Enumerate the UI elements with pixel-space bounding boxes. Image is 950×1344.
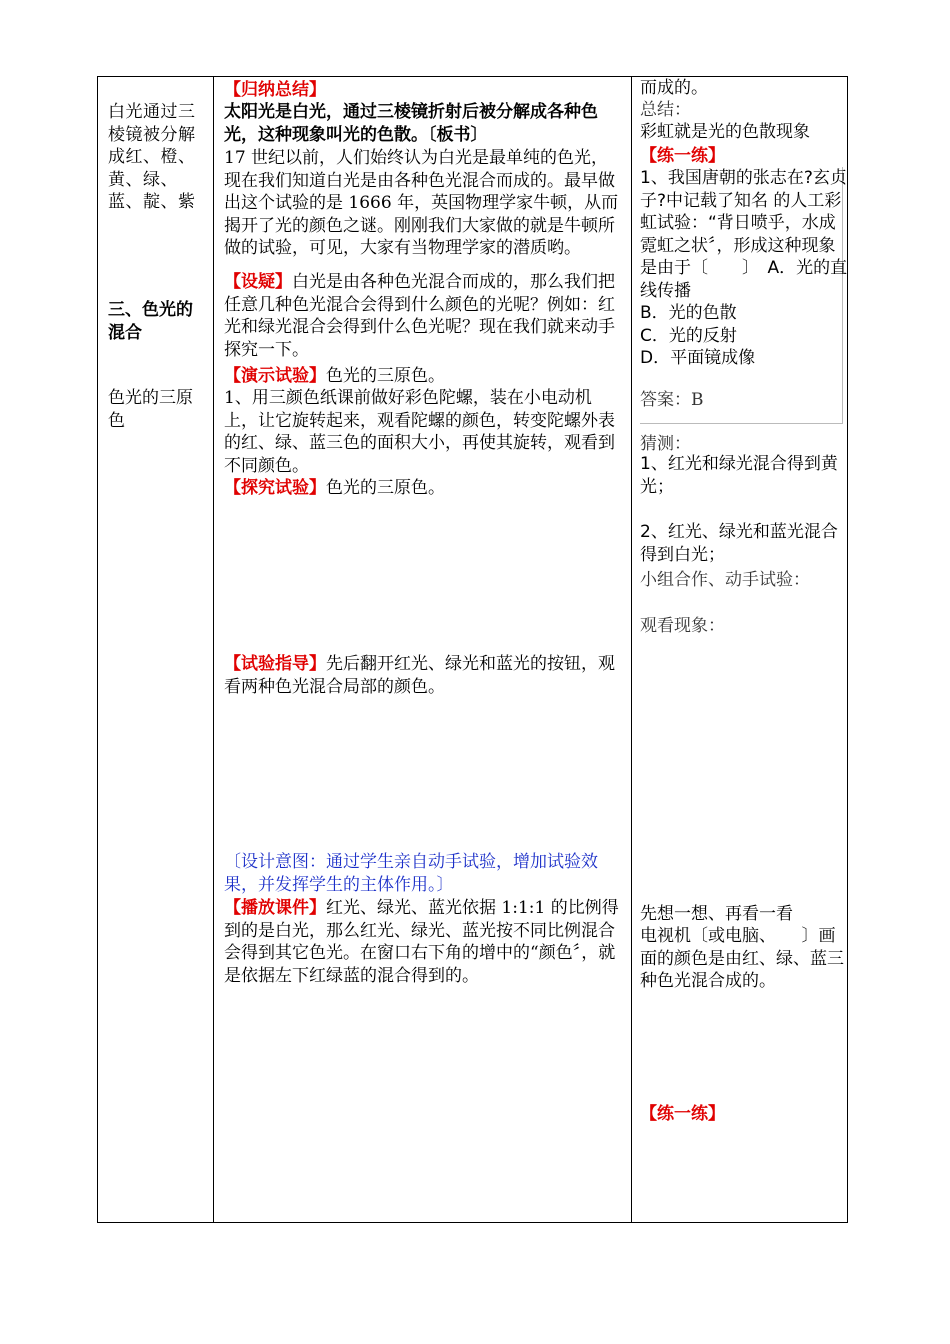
dispersion-note: 白光通过三棱镜被分解成红、橙、黄、绿、蓝、靛、紫 (108, 102, 196, 212)
teacher-activity-column (214, 77, 632, 1223)
student-activity-column (632, 77, 848, 1223)
guide-paragraph (224, 653, 624, 698)
quiz-answer: 答案：B (640, 390, 704, 410)
demo-paragraph (224, 365, 624, 388)
topic-column (98, 77, 214, 1223)
group-work: 小组合作、动手试验： (640, 570, 810, 590)
continued-text: 而成的。 (640, 78, 708, 98)
play-paragraph (224, 897, 628, 987)
summary-tag: 【归纳总结】 (224, 80, 326, 100)
practice-tag: 【练一练】 (640, 146, 725, 166)
think-label: 先想一想、再看一看 (640, 904, 793, 924)
guess-label: 猜测： (640, 434, 691, 454)
tv-text: 电视机〔或电脑、 〕画面的颜色是由红、绿、蓝三种色光混合成的。 (640, 926, 844, 991)
lesson-plan-table (97, 76, 848, 1223)
demo-title: 色光的三原色。 (326, 366, 445, 386)
play-tag: 【播放课件】 (224, 898, 326, 918)
rainbow-summary: 彩虹就是光的色散现象 (640, 122, 810, 142)
quiz-box (640, 167, 848, 424)
summary-text: 太阳光是白光，通过三棱镜折射后被分解成各种色光，这种现象叫光的色散。〔板书〕 (224, 102, 598, 145)
question-paragraph (224, 271, 624, 361)
primary-colors-note: 色光的三原色 (108, 388, 193, 431)
guess-one: 1、红光和绿光混合得到黄光； (640, 454, 838, 497)
design-intent: 〔设计意图：通过学生亲自动手试验，增加试验效果，并发挥学生的主体作用。〕 (224, 852, 598, 895)
table-row (98, 77, 848, 1223)
explore-tag: 【探究试验】 (224, 478, 326, 498)
history-text: 17 世纪以前，人们始终认为白光是最单纯的色光，现在我们知道白光是由各种色光混合而成的。最早做出这个试验的是 1666 年，英国物理学家牛顿，从而揭开了光的颜色之谜。刚刚我们大家做的就是牛顿所做的试验，可见，大家有当物理学家的潜质哟。 (224, 148, 619, 258)
quiz-text: 1、我国唐朝的张志在?玄贞子?中记载了知名 的人工彩虹试验：“背日喷乎，水成霓虹之状〞，形成这种现象是由于〔 〕 A．光的直线传播 B．光的色散 C．光的反射 D．平面镜成像 (640, 168, 848, 368)
explore-paragraph (224, 477, 624, 500)
practice-tag-2: 【练一练】 (640, 1104, 725, 1124)
section-heading: 三、色光的混合 (108, 300, 193, 343)
guide-tag: 【试验指导】 (224, 654, 326, 674)
guess-two: 2、红光、绿光和蓝光混合得到白光； (640, 522, 838, 565)
guide-text: 先后翻开红光、绿光和蓝光的按钮，观看两种色光混合局部的颜色。 (224, 654, 615, 697)
summary-label: 总结： (640, 100, 691, 120)
question-tag: 【设疑】 (224, 272, 292, 292)
explore-title: 色光的三原色。 (326, 478, 445, 498)
demo-text: 1、用三颜色纸课前做好彩色陀螺，装在小电动机上，让它旋转起来，观看陀螺的颜色，转变陀螺外表的红、绿、蓝三色的面积大小，再使其旋转，观看到不同颜色。 (224, 388, 615, 476)
observe-label: 观看现象： (640, 616, 725, 636)
summary-paragraph (224, 79, 624, 102)
question-text: 白光是由各种色光混合而成的，那么我们把任意几种色光混合会得到什么颜色的光呢？例如：红光和绿光混合会得到什么色光呢？现在我们就来动手探究一下。 (224, 272, 615, 360)
demo-tag: 【演示试验】 (224, 366, 326, 386)
play-text: 红光、绿光、蓝光依据 1:1:1 的比例得到的是白光，那么红光、绿光、蓝光按不同比例混合会得到其它色光。在窗口右下角的增中的“颜色〞，就是依据左下红绿蓝的混合得到的。 (224, 898, 619, 986)
